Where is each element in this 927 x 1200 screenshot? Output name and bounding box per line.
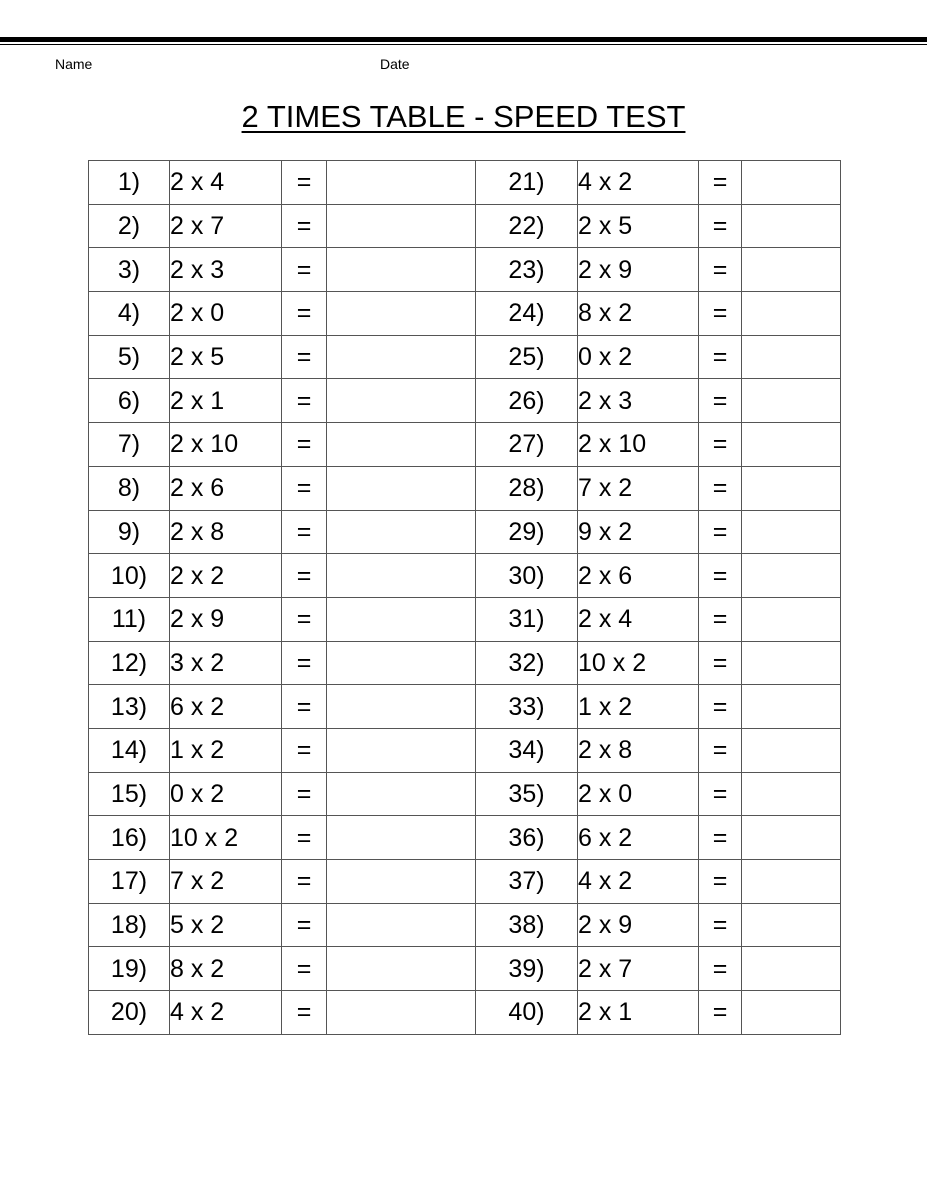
equals-sign: = [282,510,327,554]
problem-number: 21) [476,161,578,205]
problem-expression: 2 x 6 [578,554,699,598]
problem-number: 4) [89,292,170,336]
answer-cell[interactable] [742,685,841,729]
equals-sign: = [699,554,742,598]
problem-expression: 2 x 5 [170,335,282,379]
problem-number: 38) [476,903,578,947]
answer-cell[interactable] [742,248,841,292]
equals-sign: = [699,510,742,554]
table-row [89,816,841,860]
problem-number: 1) [89,161,170,205]
problem-number: 19) [89,947,170,991]
answer-cell[interactable] [327,991,476,1035]
problem-number: 25) [476,335,578,379]
answer-cell[interactable] [327,728,476,772]
equals-sign: = [282,947,327,991]
equals-sign: = [282,204,327,248]
answer-cell[interactable] [327,423,476,467]
table-row [89,641,841,685]
problem-expression: 2 x 1 [170,379,282,423]
table-row [89,161,841,205]
table-row [89,772,841,816]
problem-expression: 1 x 2 [578,685,699,729]
answer-cell[interactable] [742,903,841,947]
answer-cell[interactable] [327,597,476,641]
problem-expression: 2 x 5 [578,204,699,248]
equals-sign: = [282,597,327,641]
problem-number: 33) [476,685,578,729]
equals-sign: = [282,728,327,772]
answer-cell[interactable] [742,947,841,991]
problem-expression: 2 x 10 [578,423,699,467]
equals-sign: = [699,641,742,685]
answer-cell[interactable] [327,204,476,248]
problem-number: 11) [89,597,170,641]
problem-number: 2) [89,204,170,248]
answer-cell[interactable] [327,903,476,947]
problem-number: 14) [89,728,170,772]
equals-sign: = [282,860,327,904]
answer-cell[interactable] [742,204,841,248]
problem-expression: 4 x 2 [170,991,282,1035]
problem-number: 39) [476,947,578,991]
equals-sign: = [699,248,742,292]
table-row [89,991,841,1035]
answer-cell[interactable] [327,772,476,816]
problem-expression: 10 x 2 [170,816,282,860]
problem-expression: 2 x 1 [578,991,699,1035]
table-row [89,379,841,423]
equals-sign: = [699,161,742,205]
equals-sign: = [699,816,742,860]
problem-expression: 10 x 2 [578,641,699,685]
problem-expression: 0 x 2 [578,335,699,379]
problem-number: 36) [476,816,578,860]
equals-sign: = [282,466,327,510]
problem-number: 40) [476,991,578,1035]
equals-sign: = [699,947,742,991]
answer-cell[interactable] [327,554,476,598]
equals-sign: = [282,641,327,685]
problem-number: 32) [476,641,578,685]
equals-sign: = [699,772,742,816]
equals-sign: = [282,292,327,336]
answer-cell[interactable] [742,554,841,598]
problem-number: 18) [89,903,170,947]
table-row [89,597,841,641]
equals-sign: = [699,903,742,947]
name-label: Name [55,56,93,72]
table-row [89,466,841,510]
table-row [89,554,841,598]
table-row [89,292,841,336]
answer-cell[interactable] [742,466,841,510]
equals-sign: = [282,554,327,598]
problem-expression: 8 x 2 [578,292,699,336]
problem-expression: 2 x 8 [170,510,282,554]
answer-cell[interactable] [327,685,476,729]
problem-number: 30) [476,554,578,598]
equals-sign: = [282,816,327,860]
answer-cell[interactable] [327,161,476,205]
problem-number: 9) [89,510,170,554]
problem-number: 37) [476,860,578,904]
table-row [89,423,841,467]
problem-expression: 2 x 3 [578,379,699,423]
answer-cell[interactable] [327,379,476,423]
equals-sign: = [699,728,742,772]
problem-expression: 1 x 2 [170,728,282,772]
table-row [89,204,841,248]
problem-expression: 2 x 9 [170,597,282,641]
problem-expression: 7 x 2 [170,860,282,904]
equals-sign: = [699,204,742,248]
answer-cell[interactable] [742,860,841,904]
answer-cell[interactable] [742,379,841,423]
table-row [89,248,841,292]
equals-sign: = [699,423,742,467]
problem-expression: 2 x 0 [170,292,282,336]
answer-cell[interactable] [327,860,476,904]
problem-number: 5) [89,335,170,379]
equals-sign: = [282,379,327,423]
problem-number: 10) [89,554,170,598]
equals-sign: = [282,335,327,379]
equals-sign: = [699,379,742,423]
problem-expression: 8 x 2 [170,947,282,991]
problem-expression: 4 x 2 [578,860,699,904]
problem-expression: 2 x 6 [170,466,282,510]
header-rule-thin [0,44,927,45]
answer-cell[interactable] [742,335,841,379]
answer-cell[interactable] [742,423,841,467]
equals-sign: = [699,685,742,729]
problem-expression: 9 x 2 [578,510,699,554]
table-row [89,510,841,554]
problem-expression: 6 x 2 [578,816,699,860]
equals-sign: = [699,466,742,510]
answer-cell[interactable] [742,816,841,860]
problem-expression: 2 x 4 [170,161,282,205]
equals-sign: = [699,597,742,641]
problem-number: 6) [89,379,170,423]
problem-expression: 2 x 2 [170,554,282,598]
table-row [89,903,841,947]
answer-cell[interactable] [742,772,841,816]
equals-sign: = [699,991,742,1035]
problem-number: 24) [476,292,578,336]
answer-cell[interactable] [327,816,476,860]
header-rule-thick [0,37,927,42]
answer-cell[interactable] [742,161,841,205]
problem-expression: 2 x 3 [170,248,282,292]
table-row [89,947,841,991]
problem-number: 26) [476,379,578,423]
equals-sign: = [282,161,327,205]
equals-sign: = [699,335,742,379]
problem-table-body [89,161,841,1035]
page-title [0,99,927,135]
problem-expression: 5 x 2 [170,903,282,947]
table-row [89,335,841,379]
problem-number: 20) [89,991,170,1035]
problem-expression: 4 x 2 [578,161,699,205]
problem-expression: 6 x 2 [170,685,282,729]
problem-number: 12) [89,641,170,685]
answer-cell[interactable] [742,292,841,336]
problem-number: 3) [89,248,170,292]
equals-sign: = [282,685,327,729]
problem-number: 27) [476,423,578,467]
problem-number: 8) [89,466,170,510]
problem-number: 35) [476,772,578,816]
problem-expression: 2 x 4 [578,597,699,641]
equals-sign: = [282,423,327,467]
answer-cell[interactable] [327,292,476,336]
problem-number: 16) [89,816,170,860]
answer-cell[interactable] [327,641,476,685]
problem-expression: 2 x 9 [578,903,699,947]
equals-sign: = [282,772,327,816]
problem-number: 7) [89,423,170,467]
problem-expression: 2 x 7 [170,204,282,248]
problem-number: 22) [476,204,578,248]
equals-sign: = [699,292,742,336]
answer-cell[interactable] [327,248,476,292]
problem-number: 15) [89,772,170,816]
date-label: Date [380,56,410,72]
problem-expression: 2 x 10 [170,423,282,467]
table-row [89,860,841,904]
table-row [89,685,841,729]
answer-cell[interactable] [327,335,476,379]
answer-cell[interactable] [742,510,841,554]
problem-expression: 0 x 2 [170,772,282,816]
equals-sign: = [699,860,742,904]
answer-cell[interactable] [327,947,476,991]
problem-number: 13) [89,685,170,729]
page-title-text: 2 TIMES TABLE - SPEED TEST [241,99,686,134]
problem-number: 31) [476,597,578,641]
problem-expression: 2 x 9 [578,248,699,292]
problem-number: 28) [476,466,578,510]
problem-number: 34) [476,728,578,772]
problem-expression: 2 x 0 [578,772,699,816]
problem-number: 17) [89,860,170,904]
problem-expression: 2 x 8 [578,728,699,772]
problem-expression: 7 x 2 [578,466,699,510]
table-row [89,728,841,772]
problem-number: 23) [476,248,578,292]
problem-expression: 2 x 7 [578,947,699,991]
equals-sign: = [282,248,327,292]
answer-cell[interactable] [327,466,476,510]
answer-cell[interactable] [742,597,841,641]
answer-cell[interactable] [327,510,476,554]
answer-cell[interactable] [742,728,841,772]
problem-number: 29) [476,510,578,554]
answer-cell[interactable] [742,991,841,1035]
answer-cell[interactable] [742,641,841,685]
problem-table [88,160,841,1035]
problem-expression: 3 x 2 [170,641,282,685]
equals-sign: = [282,903,327,947]
equals-sign: = [282,991,327,1035]
